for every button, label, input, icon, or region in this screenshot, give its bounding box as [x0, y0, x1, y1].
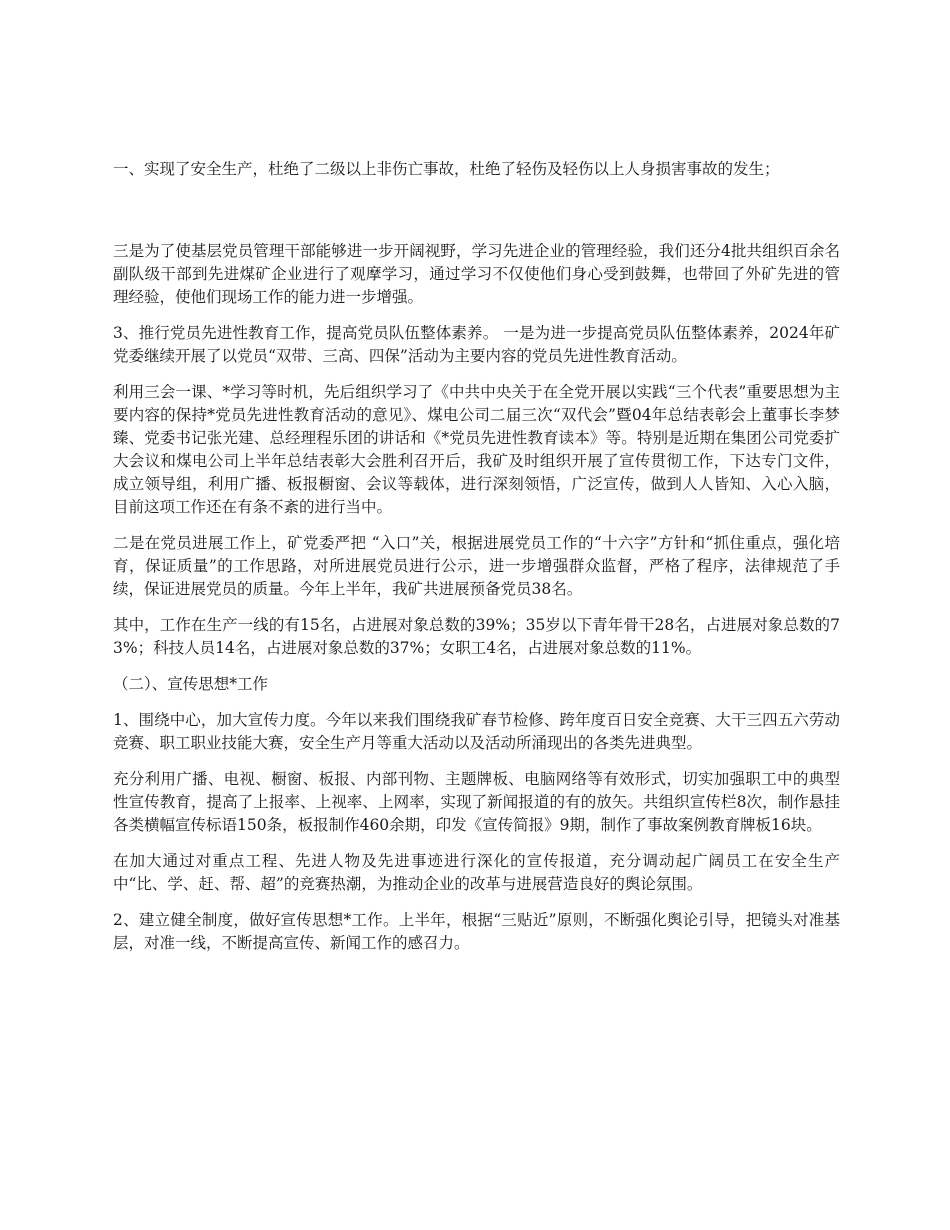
paragraph-safety-result: 一、实现了安全生产，杜绝了二级以上非伤亡事故，杜绝了轻伤及轻伤以上人身损害事故的发生；	[113, 160, 780, 178]
blank-gap	[113, 194, 840, 240]
paragraph-system-building: 2、建立健全制度，做好宣传思想*工作。上半年，根据“三贴近”原则，不断强化舆论引导，把镜头对准基层，对准一线，不断提高宣传、新闻工作的感召力。	[113, 911, 840, 952]
paragraph-study-meetings: 利用三会一课、*学习等时机，先后组织学习了《中共中央关于在全党开展以实践“三个代表”重要思想为主要内容的保持*党员先进性教育活动的意见》、煤电公司二届三次“双代会”暨04年总结表彰会上董事长李梦臻、党委书记张光建、总经理程乐团的讲话和《*党员先进性教育读本》等。特别是近期在集团公司党委扩大会议和煤电公司上半年总结表彰大会胜利召开后，我矿及时组织开展了宣传贯彻工作，下达专门文件，成立领导组，利用广播、板报橱窗、会议等载体，进行深刻领悟，广泛宣传，做到人人皆知、入心入脑，目前这项工作还在有条不紊的进行当中。	[113, 383, 840, 516]
document-body	[113, 158, 840, 968]
paragraph-member-development: 二是在党员进展工作上，矿党委严把 “入口”关，根据进展党员工作的“十六字”方针和“抓住重点，强化培育，保证质量”的工作思路，对所进展党员进行公示，进一步增强群众监督，严格了程序，法律规范了手续，保证进展党员的质量。今年上半年，我矿共进展预备党员38名。	[113, 534, 840, 598]
paragraph-reporting: 在加大通过对重点工程、先进人物及先进事迹进行深化的宣传报道，充分调动起广阔员工在安全生产中“比、学、赶、帮、超”的竞赛热潮，为推动企业的改革与进展营造良好的舆论氛围。	[113, 852, 840, 893]
paragraph-media-channels: 充分利用广播、电视、橱窗、板报、内部刊物、主题牌板、电脑网络等有效形式，切实加强职工中的典型性宣传教育，提高了上报率、上视率、上网率，实现了新闻报道的有的放矢。共组织宣传栏8次，制作悬挂各类横幅宣传标语150条，板报制作460余期，印发《宣传简报》9期，制作了事故案例教育牌板16块。	[113, 770, 840, 834]
section-heading-propaganda: （二）、宣传思想*工作	[113, 675, 269, 693]
paragraph-cadre-study: 三是为了使基层党员管理干部能够进一步开阔视野，学习先进企业的管理经验，我们还分4批共组织百余名副队级干部到先进煤矿企业进行了观摩学习，通过学习不仅使他们身心受到鼓舞，也带回了外矿先进的管理经验，使他们现场工作的能力进一步增强。	[113, 242, 840, 306]
paragraph-party-education: 3、推行党员先进性教育工作，提高党员队伍整体素养。 一是为进一步提高党员队伍整体素养，2024年矿党委继续开展了以党员“双带、三高、四保”活动为主要内容的党员先进性教育活动。	[113, 324, 840, 365]
paragraph-publicity-focus: 1、围绕中心，加大宣传力度。今年以来我们围绕我矿春节检修、跨年度百日安全竞赛、大干三四五六劳动竞赛、职工职业技能大赛，安全生产月等重大活动以及活动所涌现出的各类先进典型。	[113, 711, 840, 752]
paragraph-member-statistics: 其中，工作在生产一线的有15名，占进展对象总数的39%；35岁以下青年骨干28名，占进展对象总数的73%；科技人员14名，占进展对象总数的37%；女职工4名，占进展对象总数的11%。	[113, 616, 840, 657]
